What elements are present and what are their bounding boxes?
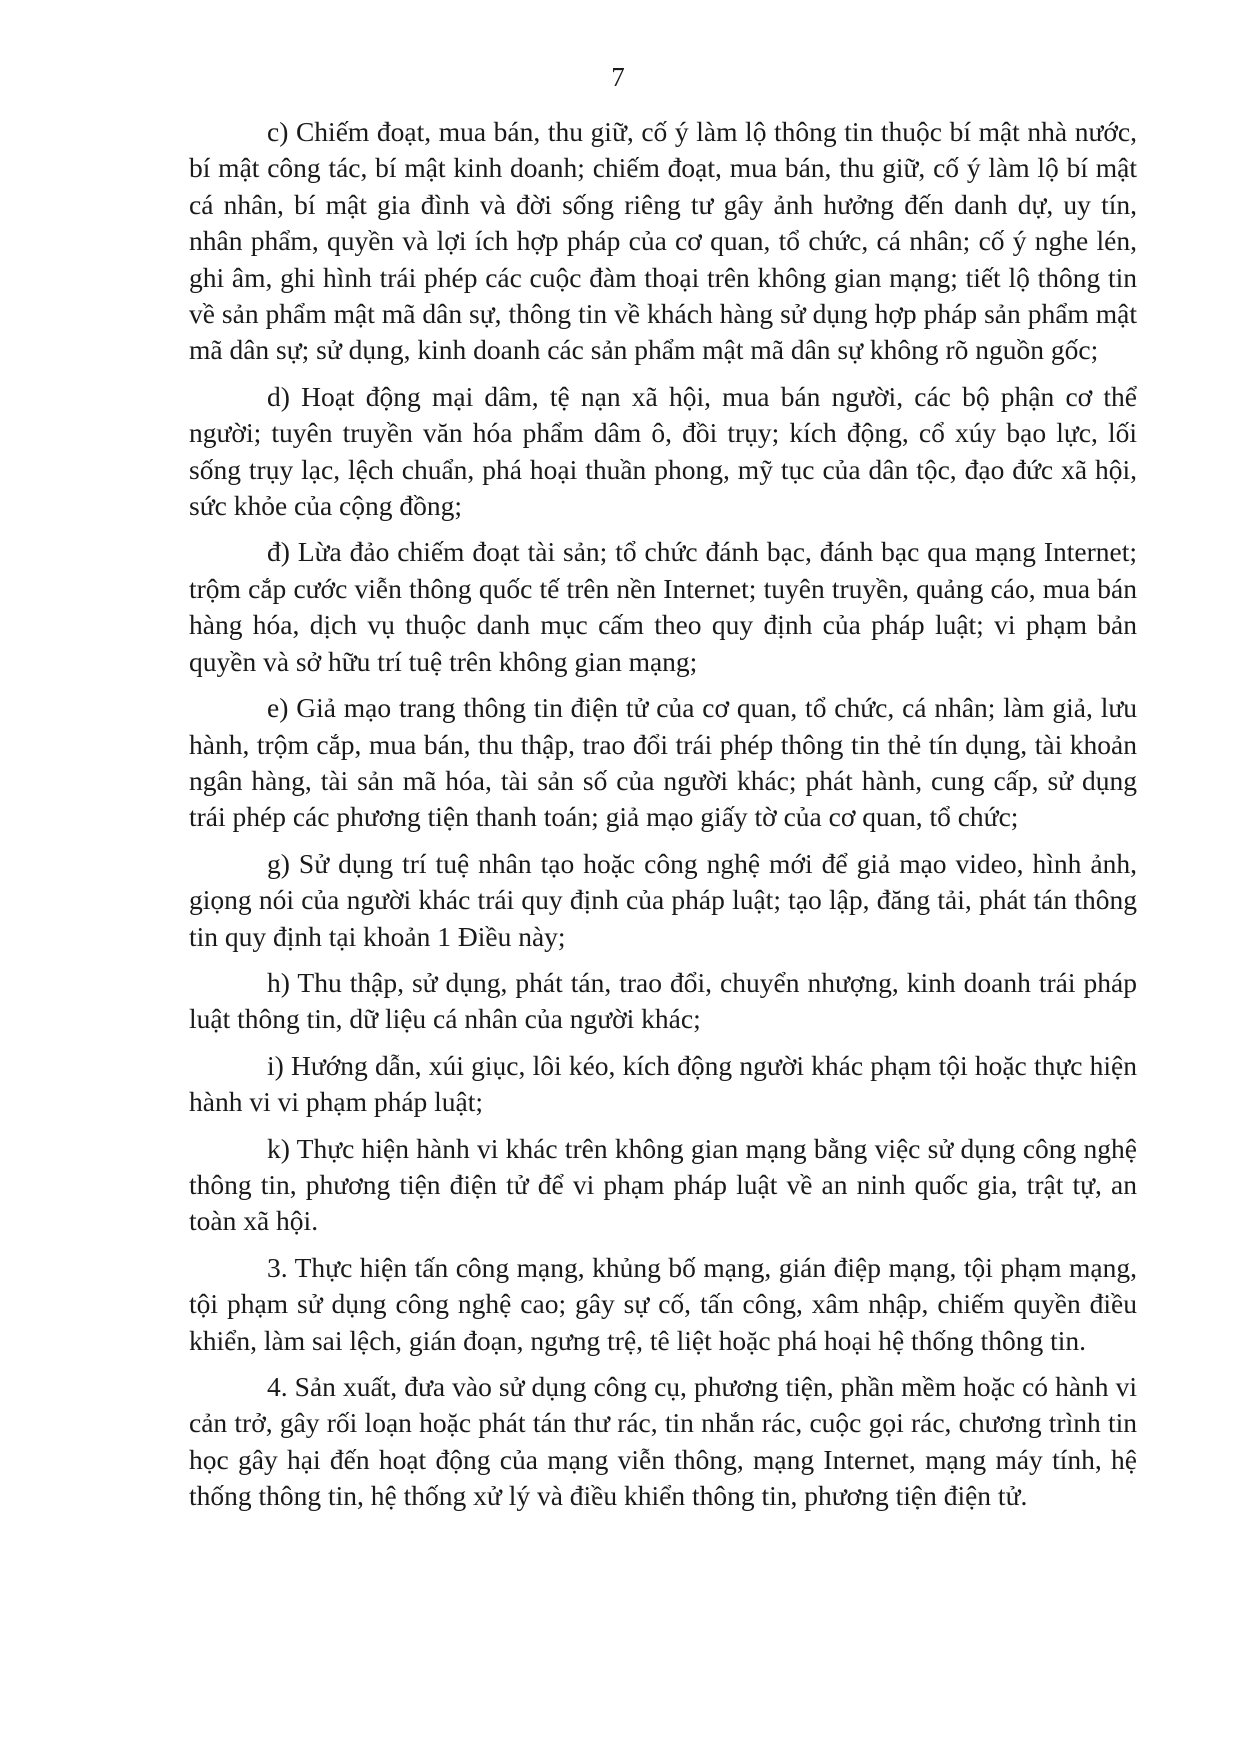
paragraph-c: c) Chiếm đoạt, mua bán, thu giữ, cố ý làm lộ thông tin thuộc bí mật nhà nước, bí mật công tác, bí mật kinh doanh; chiếm đoạt, mua bán, thu giữ, cố ý làm lộ bí mật cá nhân, bí mật gia đình và đời sống riêng tư gây ảnh hưởng đến danh dự, uy tín, nhân phẩm, quyền và lợi ích hợp pháp của cơ quan, tổ chức, cá nhân; cố ý nghe lén, ghi âm, ghi hình trái phép các cuộc đàm thoại trên không gian mạng; tiết lộ thông tin về sản phẩm mật mã dân sự, thông tin về khách hàng sử dụng hợp pháp sản phẩm mật mã dân sự; sử dụng, kinh doanh các sản phẩm mật mã dân sự không rõ nguồn gốc;	[189, 116, 1137, 366]
paragraph-g: g) Sử dụng trí tuệ nhân tạo hoặc công nghệ mới để giả mạo video, hình ảnh, giọng nói của người khác trái quy định của pháp luật; tạo lập, đăng tải, phát tán thông tin quy định tại khoản 1 Điều này;	[189, 847, 1137, 952]
paragraph-i: i) Hướng dẫn, xúi giục, lôi kéo, kích động người khác phạm tội hoặc thực hiện hành vi vi phạm pháp luật;	[189, 1049, 1137, 1118]
page-number: 7	[611, 62, 625, 92]
paragraph-e: e) Giả mạo trang thông tin điện tử của cơ quan, tổ chức, cá nhân; làm giả, lưu hành, trộm cắp, mua bán, thu thập, trao đổi trái phép thông tin thẻ tín dụng, tài khoản ngân hàng, tài sản mã hóa, tài sản số của người khác; phát hành, cung cấp, sử dụng trái phép các phương tiện thanh toán; giả mạo giấy tờ của cơ quan, tổ chức;	[189, 692, 1137, 833]
document-body	[189, 114, 1137, 1525]
paragraph-4: 4. Sản xuất, đưa vào sử dụng công cụ, phương tiện, phần mềm hoặc có hành vi cản trở, gây rối loạn hoặc phát tán thư rác, tin nhắn rác, cuộc gọi rác, chương trình tin học gây hại đến hoạt động của mạng viễn thông, mạng Internet, mạng máy tính, hệ thống thông tin, hệ thống xử lý và điều khiển thông tin, phương tiện điện tử.	[189, 1371, 1137, 1512]
paragraph-dd: đ) Lừa đảo chiếm đoạt tài sản; tổ chức đánh bạc, đánh bạc qua mạng Internet; trộm cắp cước viễn thông quốc tế trên nền Internet; tuyên truyền, quảng cáo, mua bán hàng hóa, dịch vụ thuộc danh mục cấm theo quy định của pháp luật; vi phạm bản quyền và sở hữu trí tuệ trên không gian mạng;	[189, 536, 1137, 677]
paragraph-3: 3. Thực hiện tấn công mạng, khủng bố mạng, gián điệp mạng, tội phạm mạng, tội phạm sử dụng công nghệ cao; gây sự cố, tấn công, xâm nhập, chiếm quyền điều khiển, làm sai lệch, gián đoạn, ngưng trệ, tê liệt hoặc phá hoại hệ thống thông tin.	[189, 1251, 1137, 1356]
paragraph-k: k) Thực hiện hành vi khác trên không gian mạng bằng việc sử dụng công nghệ thông tin, phương tiện điện tử để vi phạm pháp luật về an ninh quốc gia, trật tự, an toàn xã hội.	[189, 1132, 1137, 1237]
paragraph-d: d) Hoạt động mại dâm, tệ nạn xã hội, mua bán người, các bộ phận cơ thể người; tuyên truyền văn hóa phẩm dâm ô, đồi trụy; kích động, cổ xúy bạo lực, lối sống trụy lạc, lệch chuẩn, phá hoại thuần phong, mỹ tục của dân tộc, đạo đức xã hội, sức khỏe của cộng đồng;	[189, 380, 1137, 522]
paragraph-h: h) Thu thập, sử dụng, phát tán, trao đổi, chuyển nhượng, kinh doanh trái pháp luật thông tin, dữ liệu cá nhân của người khác;	[189, 966, 1137, 1035]
